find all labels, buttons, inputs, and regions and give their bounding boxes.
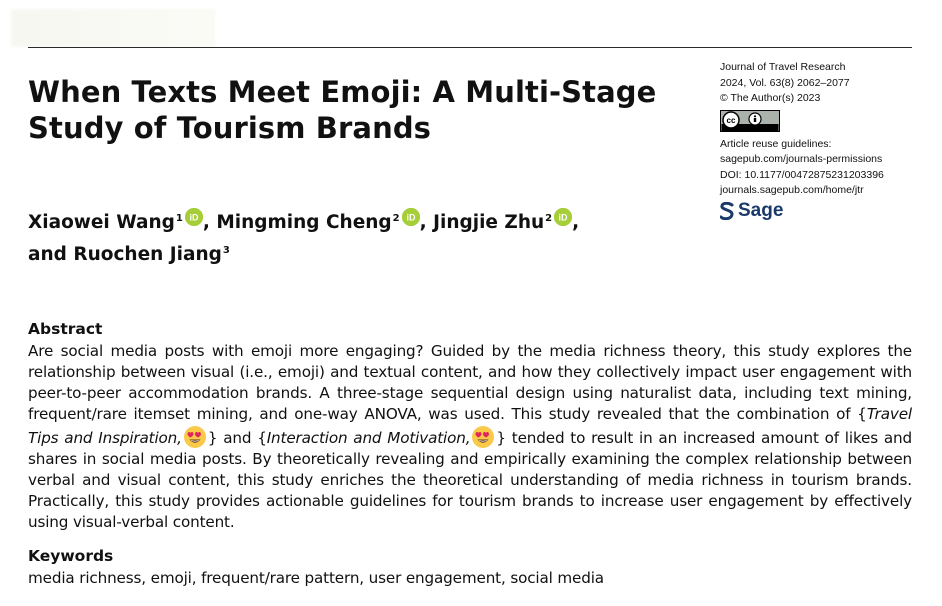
author-list: Xiaowei Wang$^1$ iD , Mingming Cheng$^2$ iD , Jingjie Zhu$^2$ iD , and Ruochen Jiang$^3$ [28,205,648,269]
abstract-text-part: Are social media posts with emoji more engaging? Guided by the media richness theory, this study explores the relationship between visual (i.e., emoji) and textual content, and how they collectively impact user engagement with peer-to-peer accommodation brands. A three-stage sequential design using naturalist data, including text mining, frequent/rare itemset mining, and one-way ANOVA, was used. This study revealed that the combination of { [28,342,912,423]
cc-by-license-icon[interactable] [720,110,780,132]
orcid-icon[interactable] [554,208,572,226]
author-affiliation: 2 [545,213,553,224]
blurred-watermark [12,10,214,46]
author-name[interactable]: Jingjie Zhu [433,212,545,233]
sage-s-icon [720,202,734,220]
publisher-name: Sage [738,199,784,221]
abstract-text-part: } tended to result in an increased amount of likes and shares in social media posts. By theoretically revealing and empirically examining the complex relationship between verbal and visual content, this study enriches the theoretical understanding of media richness in tourism brands. Practically, this study provides actionable guidelines for tourism brands to increase user engagement by effectively using visual-verbal content. [28,429,912,531]
abstract-italic-term: Interaction and Motivation, [266,429,471,447]
journal-name[interactable]: Journal of Travel Research [720,61,846,73]
abstract-heading: Abstract [28,320,103,338]
journal-meta [720,60,920,220]
author-name[interactable]: Xiaowei Wang [28,212,175,233]
keywords-heading: Keywords [28,547,114,565]
abstract-italic-term: Travel Tips and Inspiration, [28,405,912,447]
svg-text:iD: iD [558,212,568,223]
smiling-face-with-heart-eyes-icon [183,425,207,449]
keywords-text: media richness, emoji, frequent/rare pattern, user engagement, social media [28,569,604,587]
abstract-text [28,341,912,533]
orcid-icon[interactable] [185,208,203,226]
doi-link[interactable]: DOI: 10.1177/00472875231203396 [720,168,884,181]
journal-issue: 2024, Vol. 63(8) 2062–2077 [720,76,850,89]
author-affiliation: 2 [392,213,400,224]
article-title: When Texts Meet Emoji: A Multi-Stage Study of Tourism Brands [28,75,657,145]
author-name[interactable]: Ruochen Jiang [73,244,222,265]
reuse-link[interactable]: sagepub.com/journals-permissions [720,153,883,165]
author-name[interactable]: Mingming Cheng [216,212,392,233]
sage-logo[interactable] [720,199,920,221]
svg-text:cc: cc [726,115,736,125]
smiling-face-with-heart-eyes-icon [471,425,495,449]
abstract-text-part: } and { [207,429,267,447]
journal-home-link[interactable]: journals.sagepub.com/home/jtr [720,184,864,196]
copyright-notice: © The Author(s) 2023 [720,92,821,104]
header-rule [28,47,912,48]
svg-text:iD: iD [406,212,416,223]
author-affiliation: 1 [175,213,183,224]
author-affiliation: 3 [222,245,230,256]
reuse-label: Article reuse guidelines: [720,137,832,150]
svg-text:iD: iD [189,212,199,223]
orcid-icon[interactable] [402,208,420,226]
